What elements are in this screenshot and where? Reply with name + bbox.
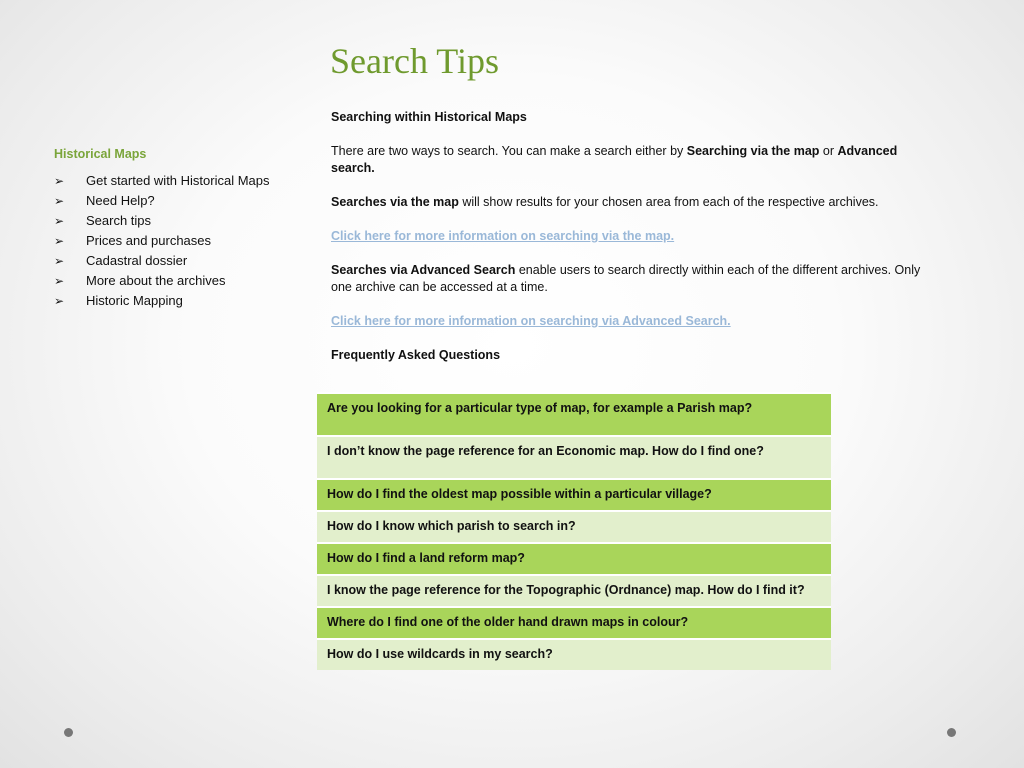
arrow-bullet-icon: ➢ bbox=[54, 214, 65, 228]
sidebar-item-label: Historic Mapping bbox=[86, 293, 183, 308]
page-title: Search Tips bbox=[330, 41, 500, 81]
decorative-dot-right bbox=[947, 728, 956, 737]
sidebar-item-label: Cadastral dossier bbox=[86, 253, 188, 268]
arrow-bullet-icon: ➢ bbox=[54, 234, 65, 248]
sidebar-nav bbox=[54, 147, 304, 311]
faq-row[interactable] bbox=[317, 511, 831, 543]
sidebar-item-archives[interactable] bbox=[54, 271, 304, 291]
sidebar-list bbox=[54, 171, 304, 311]
arrow-bullet-icon: ➢ bbox=[54, 174, 65, 188]
faq-row[interactable] bbox=[317, 575, 831, 607]
sidebar-item-label: Prices and purchases bbox=[86, 233, 212, 248]
sidebar-item-need-help[interactable] bbox=[54, 191, 304, 211]
faq-heading: Frequently Asked Questions bbox=[331, 348, 501, 362]
main-content bbox=[331, 109, 921, 364]
sidebar-item-get-started[interactable] bbox=[54, 171, 304, 191]
faq-question[interactable]: I know the page reference for the Topographic (Ordnance) map. How do I find it? bbox=[317, 575, 831, 607]
sidebar-item-label: Search tips bbox=[86, 213, 152, 228]
intro-paragraph: There are two ways to search. You can make a search either by Searching via the map or Advanced search. bbox=[331, 144, 898, 175]
arrow-bullet-icon: ➢ bbox=[54, 194, 65, 208]
faq-row[interactable] bbox=[317, 436, 831, 479]
arrow-bullet-icon: ➢ bbox=[54, 274, 65, 288]
faq-row[interactable] bbox=[317, 543, 831, 575]
faq-table bbox=[317, 392, 831, 670]
faq-row[interactable] bbox=[317, 607, 831, 639]
faq-row[interactable] bbox=[317, 639, 831, 670]
map-search-info-link[interactable]: Click here for more information on searching via the map. bbox=[331, 229, 675, 243]
sidebar-item-label: Need Help? bbox=[86, 193, 155, 208]
map-search-paragraph: Searches via the map will show results for your chosen area from each of the respective archives. bbox=[331, 195, 879, 209]
faq-row[interactable] bbox=[317, 393, 831, 436]
advanced-search-info-link[interactable]: Click here for more information on searching via Advanced Search. bbox=[331, 314, 731, 328]
sidebar-item-search-tips[interactable] bbox=[54, 211, 304, 231]
faq-question[interactable]: Are you looking for a particular type of map, for example a Parish map? bbox=[317, 393, 831, 436]
faq-question[interactable]: I don’t know the page reference for an Economic map. How do I find one? bbox=[317, 436, 831, 479]
sidebar-item-prices[interactable] bbox=[54, 231, 304, 251]
arrow-bullet-icon: ➢ bbox=[54, 294, 65, 308]
faq-question[interactable]: How do I use wildcards in my search? bbox=[317, 639, 831, 670]
advanced-search-paragraph: Searches via Advanced Search enable users to search directly within each of the different archives. Only one archive can be accessed at a time. bbox=[331, 263, 921, 294]
arrow-bullet-icon: ➢ bbox=[54, 254, 65, 268]
section-subheading: Searching within Historical Maps bbox=[331, 110, 527, 124]
sidebar-item-cadastral[interactable] bbox=[54, 251, 304, 271]
sidebar-heading: Historical Maps bbox=[54, 147, 147, 161]
faq-row[interactable] bbox=[317, 479, 831, 511]
faq-question[interactable]: How do I find the oldest map possible within a particular village? bbox=[317, 479, 831, 511]
decorative-dot-left bbox=[64, 728, 73, 737]
sidebar-item-label: More about the archives bbox=[86, 273, 226, 288]
faq-question[interactable]: How do I find a land reform map? bbox=[317, 543, 831, 575]
sidebar-item-label: Get started with Historical Maps bbox=[86, 173, 270, 188]
faq-question[interactable]: How do I know which parish to search in? bbox=[317, 511, 831, 543]
faq-question[interactable]: Where do I find one of the older hand drawn maps in colour? bbox=[317, 607, 831, 639]
sidebar-item-historic-mapping[interactable] bbox=[54, 291, 304, 311]
